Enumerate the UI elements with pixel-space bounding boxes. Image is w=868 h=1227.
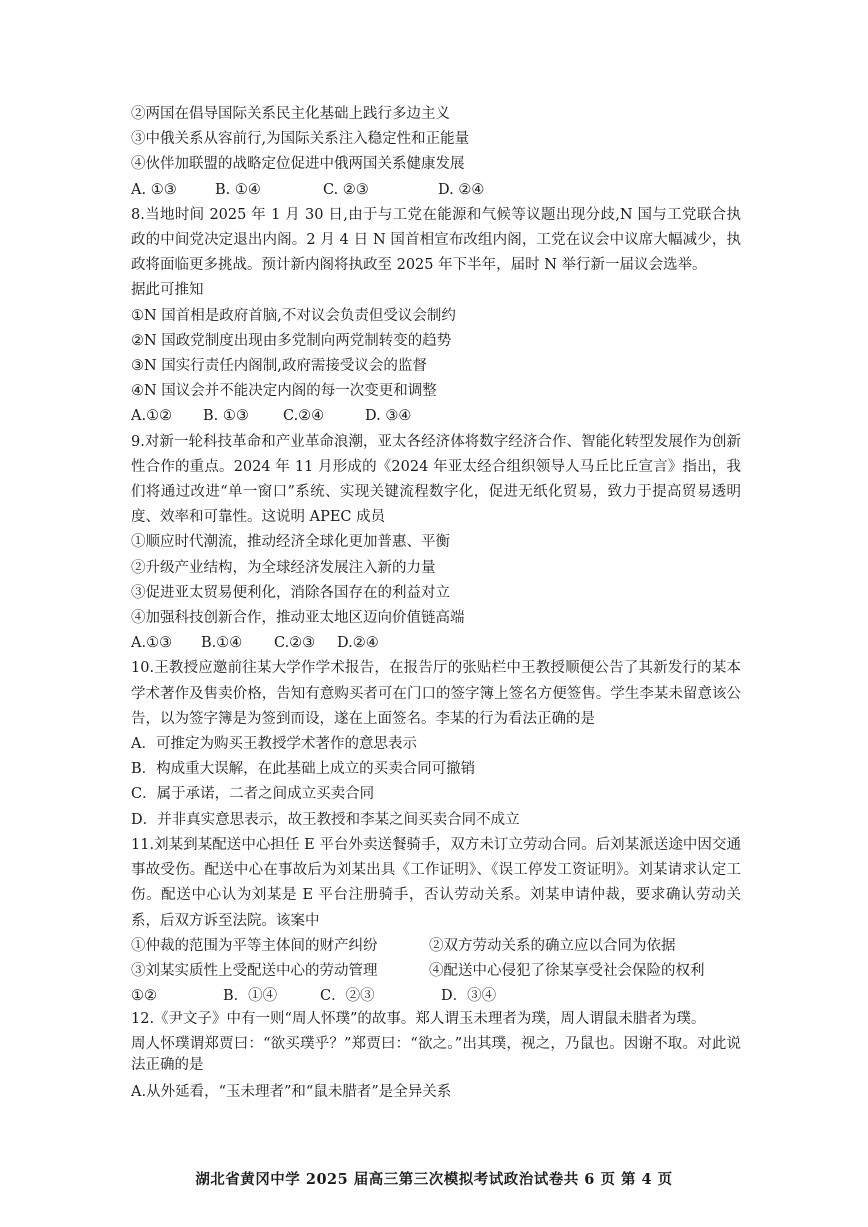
q11-answer-b: B．①④ xyxy=(223,988,278,1005)
q11-stem: 11.刘某到某配送中心担任 E 平台外卖送餐骑手，双方未订立劳动合同。后刘某派送途中因交通事故受伤。配送中心在事故后为刘某出具《工作证明》、《误工停发工资证明》。刘某请求认定工伤。配送中心认为刘某是 E 平台注册骑手，否认劳动关系。刘某申请仲裁，要求确认劳动关系，后双方诉至法院。该案中 xyxy=(131,836,741,929)
q8-answer-b: B. ①③ xyxy=(203,408,249,425)
q11-option-1: ①仲裁的范围为平等主体间的财产纠纷 xyxy=(131,937,378,954)
q8-answer-d: D. ③④ xyxy=(365,408,412,425)
q12-story: 周人怀璞谓郑贾曰：“欲买璞乎？”郑贾曰：“欲之。”出其璞，视之，乃鼠也。因谢不取。对此说法正确的是 xyxy=(131,1036,741,1074)
q11-option-4: ④配送中心侵犯了徐某享受社会保险的权利 xyxy=(429,962,705,979)
q9-answer-b: B.①④ xyxy=(201,635,243,652)
q9-option-4: ④加强科技创新合作，推动亚太地区迈向价值链高端 xyxy=(131,610,465,627)
q10-stem: 10.王教授应邀前往某大学作学术报告，在报告厅的张贴栏中王教授顺便公告了其新发行的某本学术著作及售卖价格，告知有意购买者可在门口的签字簿上签名方便签售。学生李某未留意该公告，以为签字簿是为签到而设，遂在上面签名。李某的行为看法正确的是 xyxy=(131,660,741,727)
q12-stem: 12.《尹文子》中有一则“周人怀璞”的故事。郑人谓玉未理者为璞，周人谓鼠未腊者为璞。 xyxy=(131,1011,706,1028)
q10-option-c: C．属于承诺，二者之间成立买卖合同 xyxy=(131,786,375,803)
q7-answer-c: C. ②③ xyxy=(323,181,369,198)
q9-answer-c: C.②③ xyxy=(274,635,316,652)
q11-options-row-2 xyxy=(131,959,741,984)
exam-content xyxy=(131,102,741,1106)
q11-answers xyxy=(131,984,741,1009)
q11-answer-a: ①② xyxy=(131,988,157,1005)
q8-answer-a: A.①② xyxy=(131,408,173,425)
q11-answer-c: C．②③ xyxy=(320,988,375,1005)
q8-answers xyxy=(131,404,741,429)
q9-option-1: ①顺应时代潮流，推动经济全球化更加普惠、平衡 xyxy=(131,534,450,551)
page-footer: 湖北省黄冈中学 2025 届高三第三次模拟考试政治试卷共 6 页 第 4 页 xyxy=(195,1171,673,1188)
q9-stem: 9.对新一轮科技革命和产业革命浪潮，亚太各经济体将数字经济合作、智能化转型发展作为创新性合作的重点。2024 年 11 月形成的《2024 年亚太经合组织领导人马丘比丘宣言》指出，我们将通过改进“单一窗口”系统、实现关键流程数字化，促进无纸化贸易，致力于提高贸易透明度、效率和可靠性。这说明 APEC 成员 xyxy=(131,433,741,526)
q7-answer-b: B. ①④ xyxy=(215,181,261,198)
q7-option-4: ④伙伴加联盟的战略定位促进中俄两国关系健康发展 xyxy=(131,156,465,173)
q8-answer-c: C.②④ xyxy=(283,408,325,425)
q9-answer-a: A.①③ xyxy=(131,635,173,652)
q8-option-1: ①N 国首相是政府首脑,不对议会负责但受议会制约 xyxy=(131,307,456,324)
q11-options-row-1 xyxy=(131,934,741,959)
q7-answer-d: D. ②④ xyxy=(438,181,485,198)
q9-answer-d: D.②④ xyxy=(337,635,379,652)
q12-option-a: A.从外延看，“玉未理者”和“鼠未腊者”是全异关系 xyxy=(131,1084,452,1101)
q9-option-3: ③促进亚太贸易便利化，消除各国存在的利益对立 xyxy=(131,584,450,601)
q11-option-3: ③刘某实质性上受配送中心的劳动管理 xyxy=(131,962,378,979)
q11-answer-d: D．③④ xyxy=(441,988,497,1005)
q8-option-3: ③N 国实行责任内阁制,政府需接受议会的监督 xyxy=(131,358,427,375)
q8-prompt: 据此可推知 xyxy=(131,282,204,299)
q11-option-2: ②双方劳动关系的确立应以合同为依据 xyxy=(429,937,676,954)
q9-answers xyxy=(131,631,741,656)
q10-option-a: A．可推定为购买王教授学术著作的意思表示 xyxy=(131,736,417,753)
q10-option-b: B．构成重大误解，在此基础上成立的买卖合同可撤销 xyxy=(131,761,476,778)
q8-option-2: ②N 国政党制度出现由多党制向两党制转变的趋势 xyxy=(131,332,452,349)
q7-answers xyxy=(131,178,741,203)
q7-answer-a: A. ①③ xyxy=(131,181,177,198)
q10-option-d: D．并非真实意思表示，故王教授和李某之间买卖合同不成立 xyxy=(131,811,520,828)
q9-option-2: ②升级产业结构，为全球经济发展注入新的力量 xyxy=(131,559,436,576)
q8-stem: 8.当地时间 2025 年 1 月 30 日,由于与工党在能源和气候等议题出现分歧,N 国与工党联合执政的中间党决定退出内阁。2 月 4 日 N 国首相宣布改组内阁，工党在议会中议席大幅减少，执政将面临更多挑战。预计新内阁将执政至 2025 年下半年，届时 N 举行新一届议会选举。 xyxy=(131,206,741,274)
q7-option-3: ③中俄关系从容前行,为国际关系注入稳定性和正能量 xyxy=(131,131,470,148)
q7-option-2: ②两国在倡导国际关系民主化基础上践行多边主义 xyxy=(131,106,450,122)
q8-option-4: ④N 国议会并不能决定内阁的每一次变更和调整 xyxy=(131,383,437,400)
